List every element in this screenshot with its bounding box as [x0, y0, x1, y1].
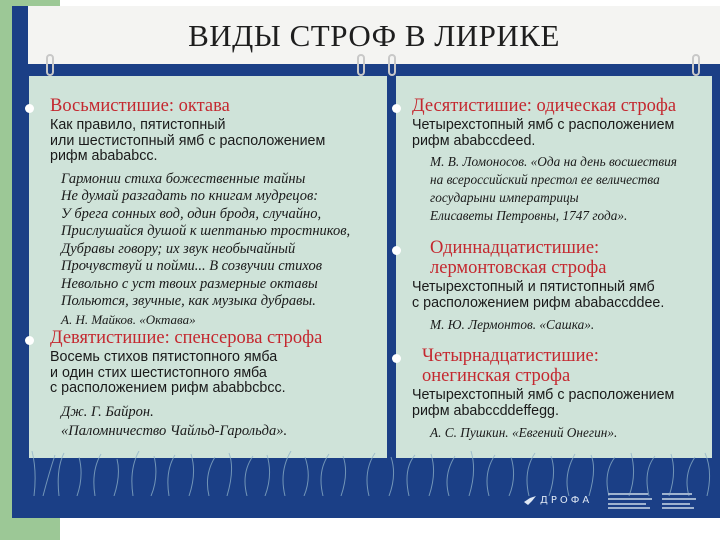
bullet-icon: [392, 354, 401, 363]
odic-section: [412, 96, 677, 225]
onegin-section: [412, 346, 674, 442]
odic-description: Четырехстопный ямб с расположением рифм ababccdeed.: [412, 117, 675, 149]
left-panel: [29, 76, 387, 458]
octave-section: [50, 96, 350, 329]
title-band: [28, 6, 720, 64]
spenser-description: Восемь стихов пятистопного ямба и один стих шестистопного ямба с расположением рифм ababbcbcc.: [50, 349, 286, 396]
page-title: ВИДЫ СТРОФ В ЛИРИКЕ: [188, 18, 560, 53]
bird-logo-icon: [524, 496, 536, 505]
hanging-ring-icon: [692, 54, 700, 76]
grass-decoration: [29, 451, 712, 496]
lermontov-section: [412, 238, 664, 334]
lermontov-heading: Одиннадцатистишие: лермонтовская строфа: [430, 238, 607, 278]
spenser-heading: Девятистишие: спенсерова строфа: [50, 328, 323, 348]
lermontov-description: Четырехстопный и пятистопный ямб с расположением рифм ababaccddee.: [412, 279, 665, 311]
bullet-icon: [25, 104, 34, 113]
odic-heading: Десятистишие: одическая строфа: [412, 96, 677, 116]
right-panel: [396, 76, 712, 458]
hanging-ring-icon: [357, 54, 365, 76]
octave-heading: Восьмистишие: октава: [50, 96, 230, 116]
bullet-icon: [392, 104, 401, 113]
poster-slide: [12, 6, 720, 518]
imprint-fine-print: [608, 492, 708, 510]
onegin-source: А. С. Пушкин. «Евгений Онегин».: [430, 425, 618, 440]
onegin-heading: Четырнадцатистишие: онегинская строфа: [422, 346, 599, 386]
octave-quote: Гармонии стиха божественные тайны Не думай разгадать по книгам мудрецов: У брега сонных вод, один бродя, случайно, Прислушайся душой к шептанью тростников, Дубравы говору; их звук необычайный Прочувствуй и пойми... В созвучии стихов Невольно с уст твоих размерные октавы Польются, звучные, как музыка дубравы.: [61, 170, 351, 309]
octave-source: А. Н. Майков. «Октава»: [61, 311, 196, 327]
bullet-icon: [25, 336, 34, 345]
bullet-icon: [392, 246, 401, 255]
octave-description: Как правило, пятистопный или шестистопный ямб с расположением рифм abababcc.: [50, 117, 326, 164]
publisher-logo: ДРОФА: [540, 495, 593, 506]
hanging-ring-icon: [388, 54, 396, 76]
hanging-ring-icon: [46, 54, 54, 76]
spenser-section: [50, 328, 322, 441]
lermontov-source: М. Ю. Лермонтов. «Сашка».: [430, 317, 595, 332]
spenser-source: Дж. Г. Байрон. «Паломничество Чайльд-Гарольда».: [61, 403, 288, 439]
odic-source: М. В. Ломоносов. «Ода на день восшествия на всероссийский престол ее величества государыни императрицы Елисаветы Петровны, 1747 года».: [430, 154, 677, 223]
onegin-description: Четырехстопный ямб с расположением рифм ababccddeffegg.: [412, 387, 675, 419]
